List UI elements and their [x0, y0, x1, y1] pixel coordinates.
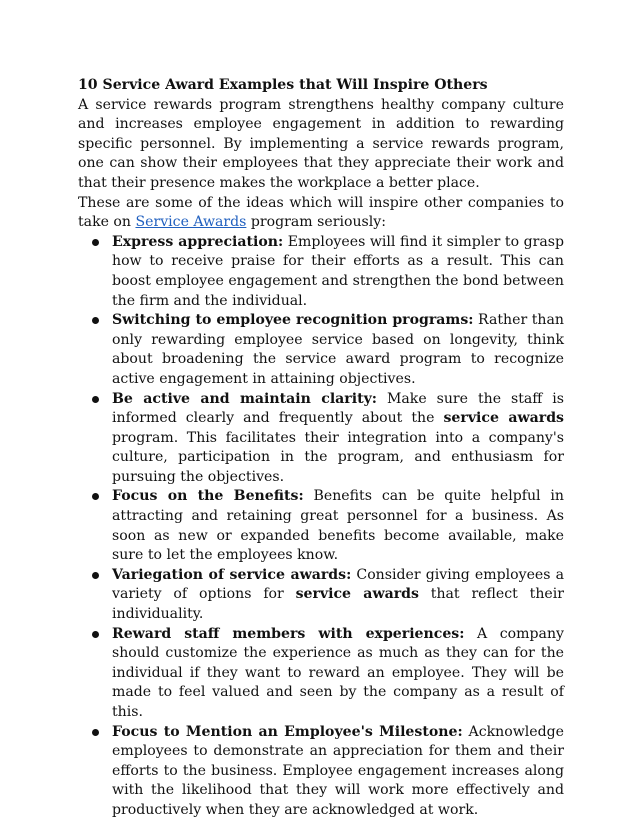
document-page: [78, 76, 564, 821]
list-item-emphasis: service awards: [295, 586, 419, 603]
intro-paragraph: A service rewards program strengthens healthy company culture and increases employee engagement in addition to rewarding specific personnel. By implementing a service rewards program, one can show their employees that they appreciate their work and that their presence makes the workplace a better place.: [78, 96, 564, 191]
list-item: [78, 487, 564, 565]
list-item-term: Reward staff members with experiences:: [112, 625, 465, 642]
bullet-icon: [92, 239, 99, 246]
list-item-text: Rather than only rewarding employee service based on longevity, think about broadening the service award program to recognize active engagement in attaining objectives.: [112, 312, 564, 387]
list-item-text: program. This facilitates their integration into a company's culture, participation in the program, and enthusiasm for pursuing the objectives.: [112, 429, 564, 485]
list-item: [78, 723, 564, 821]
list-item-text: Benefits can be quite helpful in attracting and retaining great personnel for a business. As soon as new or expanded benefits become available, make sure to let the employees know.: [112, 488, 564, 564]
list-item-text: Acknowledge employees to demonstrate an appreciation for them and their efforts to the business. Employee engagement increases along with the likelihood that they will work more effectively and productively when they are acknowledged at work.: [112, 723, 564, 818]
list-item: [78, 233, 564, 311]
ideas-intro-tail: program seriously:: [246, 214, 386, 231]
list-item-term: Focus on the Benefits:: [112, 488, 304, 505]
list-item-text: Consider giving employees a variety of options for: [112, 566, 565, 603]
list-item-emphasis: service awards: [443, 410, 564, 427]
ideas-intro-paragraph: [78, 194, 564, 233]
page-title: 10 Service Award Examples that Will Inspire Others: [78, 77, 488, 93]
bullet-icon: [92, 396, 99, 403]
ideas-intro-text: These are some of the ideas which will inspire other companies to take on: [78, 194, 564, 231]
bullet-icon: [92, 631, 99, 638]
list-item-term: Express appreciation:: [112, 233, 284, 250]
list-item-term: Switching to employee recognition programs:: [112, 312, 474, 329]
list-item-term: Variegation of service awards:: [112, 566, 352, 583]
list-item-text: that reflect their individuality.: [112, 586, 564, 623]
list-item-text: Employees will find it simpler to grasp how to receive praise for their efforts as a result. This can boost employee engagement and strengthen the bond between the firm and the individual.: [112, 233, 564, 309]
list-item-text: A company should customize the experience as much as they can for the individual if they want to reward an employee. They will be made to feel valued and seen by the company as a result of this.: [112, 625, 564, 720]
bullet-icon: [92, 729, 99, 736]
bullet-icon: [92, 572, 99, 579]
bullet-icon: [92, 317, 99, 324]
list-item-term: Be active and maintain clarity:: [112, 390, 377, 407]
list-item-text: Make sure the staff is informed clearly and frequently about the: [112, 390, 564, 427]
list-item: [78, 311, 564, 389]
list-item: [78, 625, 564, 723]
bullet-icon: [92, 493, 99, 500]
ideas-list: [78, 233, 564, 821]
service-awards-link[interactable]: Service Awards: [135, 214, 247, 231]
list-item: [78, 566, 564, 625]
list-item-term: Focus to Mention an Employee's Milestone:: [112, 723, 463, 740]
list-item: [78, 390, 564, 488]
